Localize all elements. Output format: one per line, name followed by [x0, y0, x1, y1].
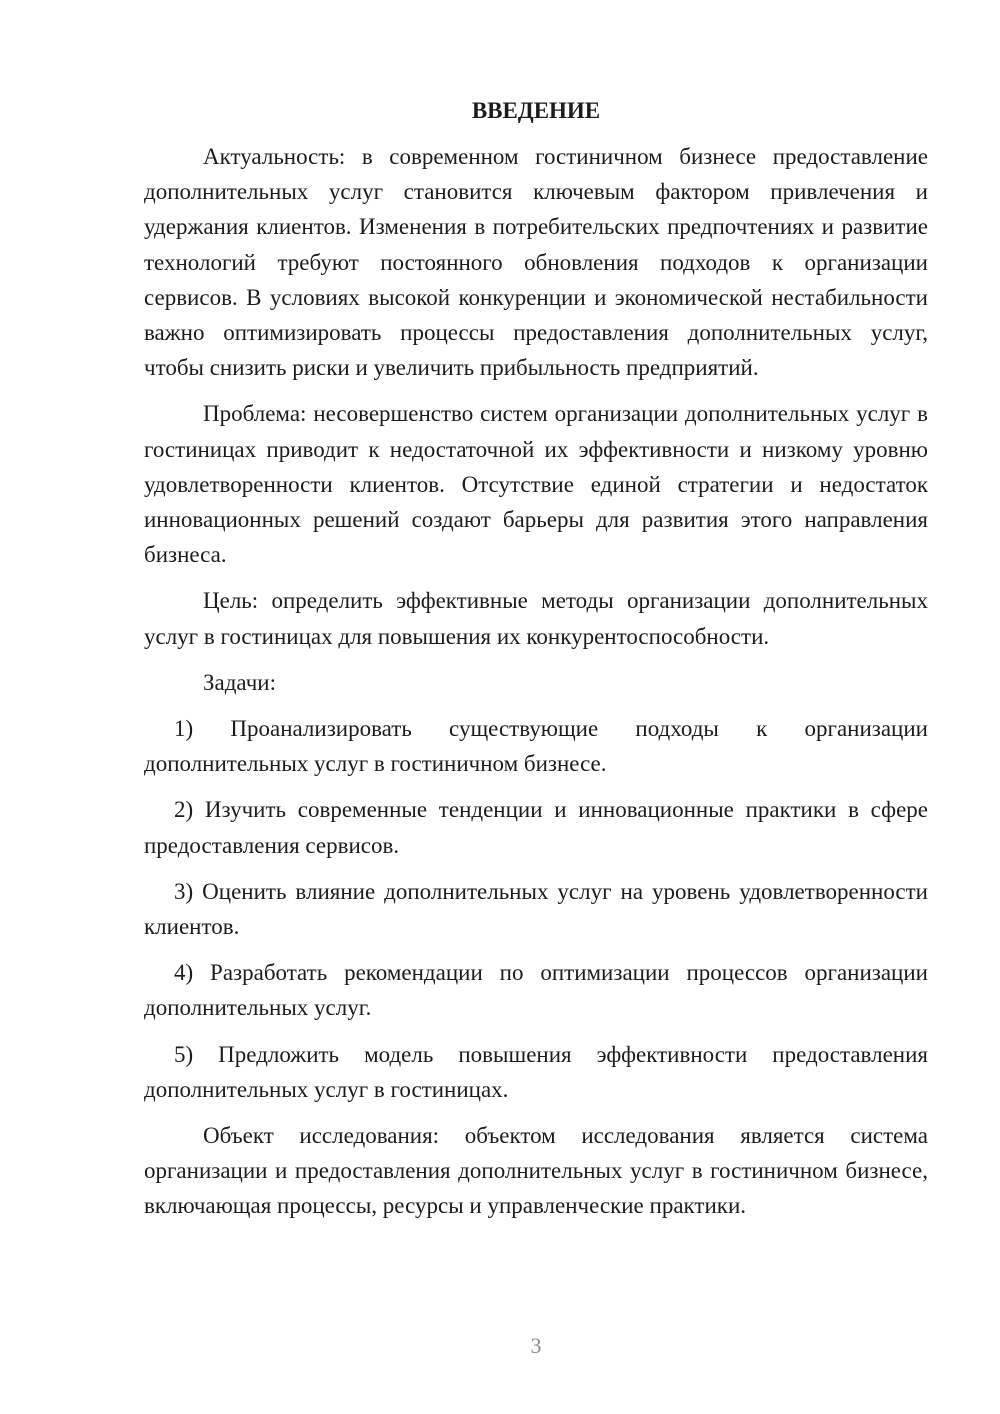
tasks-heading: Задачи: [203, 669, 276, 695]
paragraph-goal: Цель: определить эффективные методы организации дополнительных услуг в гостиницах для повышения их конкурентоспособности. [144, 588, 928, 649]
page-title: ВВЕДЕНИЕ [471, 98, 601, 123]
task-item-3: 3) Оценить влияние дополнительных услуг на уровень удовлетворенности клиентов. [144, 878, 928, 940]
page-content [144, 95, 928, 1224]
task-item-1: 1) Проанализировать существующие подходы к организации дополнительных услуг в гостиничном бизнесе. [144, 716, 928, 777]
paragraph-object: Объект исследования: объектом исследования является система организации и предоставления дополнительных услуг в гостиничном бизнесе, включающая процессы, ресурсы и управленческие практики. [144, 1123, 928, 1219]
task-item-5: 5) Предложить модель повышения эффективности предоставления дополнительных услуг в гостиницах. [144, 1041, 928, 1102]
paragraph-relevance: Актуальность: в современном гостиничном бизнесе предоставление дополнительных услуг становится ключевым фактором привлечения и удержания клиентов. Изменения в потребительских предпочтениях и развитие технологий требуют постоянного обновления подходов к организации сервисов. В условиях высокой конкуренции и экономической нестабильности важно оптимизировать процессы предоставления дополнительных услуг, чтобы снизить риски и увеличить прибыльность предприятий. [144, 144, 928, 381]
paragraph-problem: Проблема: несовершенство систем организации дополнительных услуг в гостиницах приводит к недостаточной их эффективности и низкому уровню удовлетворенности клиентов. Отсутствие единой стратегии и недостаток инновационных решений создают барьеры для развития этого направления бизнеса. [144, 401, 928, 568]
task-item-4: 4) Разработать рекомендации по оптимизации процессов организации дополнительных услуг. [144, 960, 928, 1021]
page-number: 3 [530, 1333, 542, 1358]
task-item-2: 2) Изучить современные тенденции и инновационные практики в сфере предоставления сервисов. [144, 797, 928, 858]
